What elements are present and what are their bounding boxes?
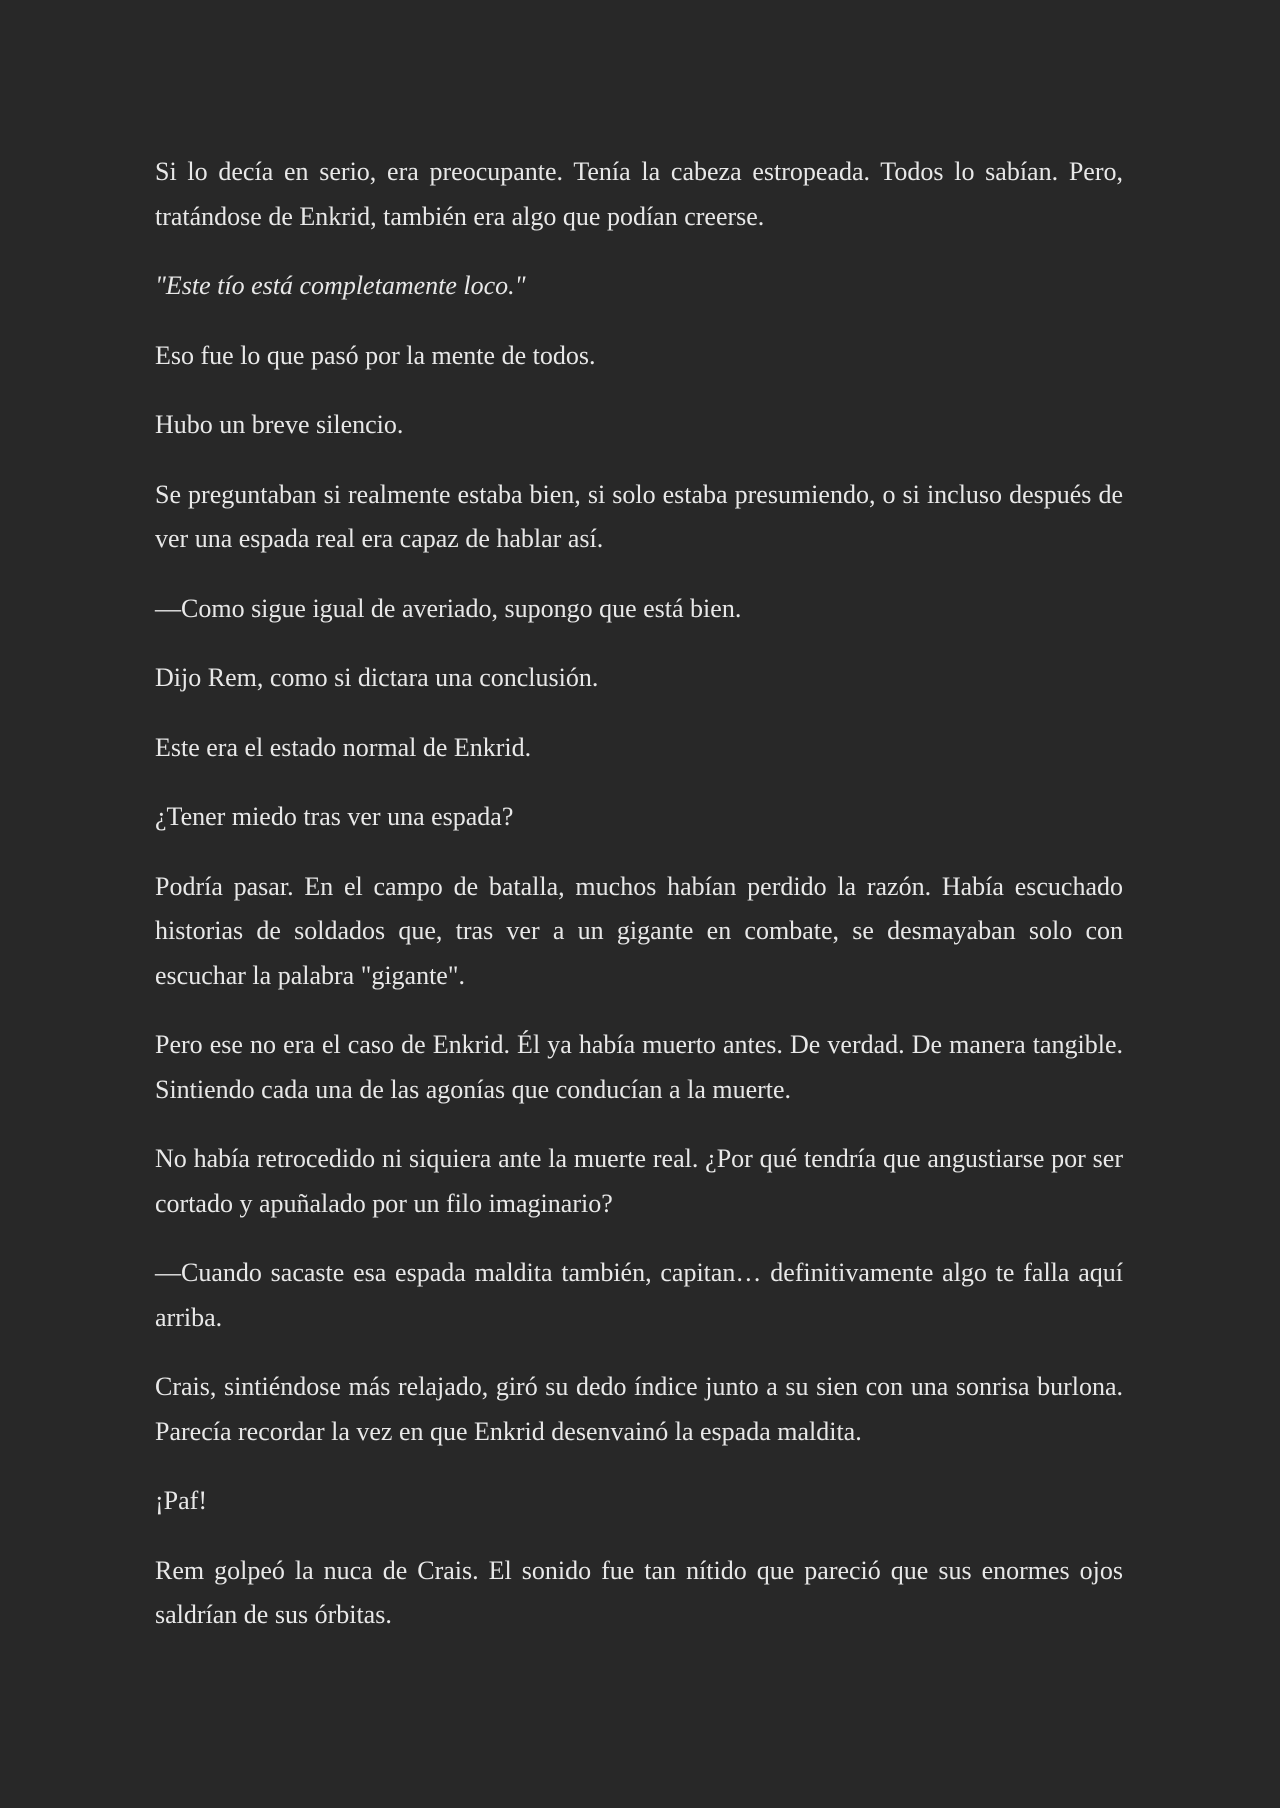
paragraph-12: No había retrocedido ni siquiera ante la muerte real. ¿Por qué tendría que angustiarse por ser cortado y apuñalado por un filo imaginario? xyxy=(155,1144,1123,1218)
reader-page xyxy=(155,150,1123,1663)
paragraph-8: Este era el estado normal de Enkrid. xyxy=(155,732,532,762)
paragraph-6-dialogue: —Como sigue igual de averiado, supongo que está bien. xyxy=(155,593,742,623)
paragraph-4: Hubo un breve silencio. xyxy=(155,410,404,439)
paragraph-5: Se preguntaban si realmente estaba bien, si solo estaba presumiendo, o si incluso después de ver una espada real era capaz de hablar así. xyxy=(155,479,1123,553)
paragraph-11: Pero ese no era el caso de Enkrid. Él ya había muerto antes. De verdad. De manera tangible. Sintiendo cada una de las agonías que conducían a la muerte. xyxy=(155,1030,1123,1104)
paragraph-13-dialogue: —Cuando sacaste esa espada maldita también, capitan… definitivamente algo te falla aquí arriba. xyxy=(155,1258,1123,1332)
paragraph-10: Podría pasar. En el campo de batalla, muchos habían perdido la razón. Había escuchado historias de soldados que, tras ver a un gigante en combate, se desmayaban solo con escuchar la palabra "gigante". xyxy=(155,871,1123,990)
paragraph-2-thought: "Este tío está completamente loco." xyxy=(155,271,526,300)
paragraph-14: Crais, sintiéndose más relajado, giró su dedo índice junto a su sien con una sonrisa burlona. Parecía recordar la vez en que Enkrid desenvainó la espada maldita. xyxy=(155,1372,1123,1446)
paragraph-15-sound: ¡Paf! xyxy=(155,1486,207,1515)
paragraph-16: Rem golpeó la nuca de Crais. El sonido fue tan nítido que pareció que sus enormes ojos saldrían de sus órbitas. xyxy=(155,1555,1123,1629)
paragraph-7: Dijo Rem, como si dictara una conclusión. xyxy=(155,663,599,692)
paragraph-1: Si lo decía en serio, era preocupante. Tenía la cabeza estropeada. Todos lo sabían. Pero, tratándose de Enkrid, también era algo que podían creerse. xyxy=(155,157,1123,231)
paragraph-9: ¿Tener miedo tras ver una espada? xyxy=(155,802,514,831)
paragraph-3: Eso fue lo que pasó por la mente de todos. xyxy=(155,340,596,370)
